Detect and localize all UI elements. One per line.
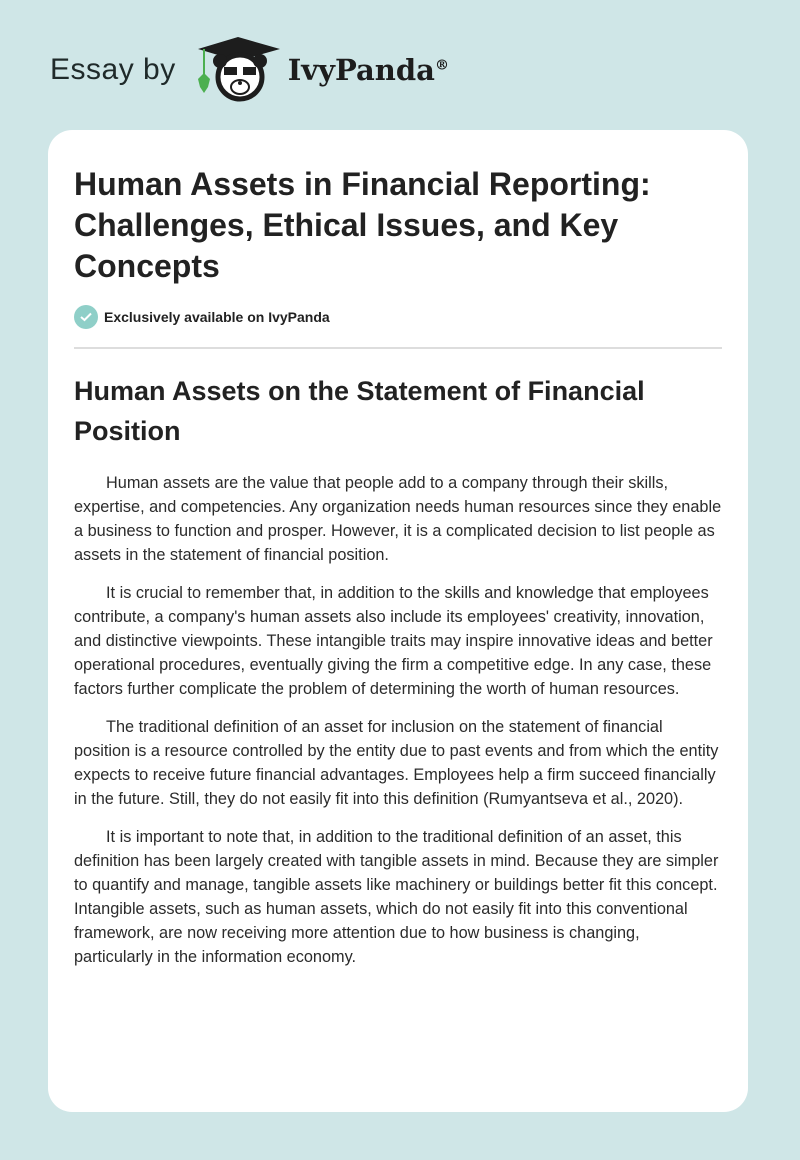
site-header	[50, 30, 449, 110]
divider	[74, 347, 722, 349]
page-title: Human Assets in Financial Reporting: Challenges, Ethical Issues, and Key Concepts	[74, 166, 651, 284]
essay-card	[48, 130, 748, 1112]
panda-logo-icon[interactable]	[196, 33, 280, 108]
section-title: Human Assets on the Statement of Financial Position	[74, 376, 645, 446]
paragraph: Human assets are the value that people add to a company through their skills, expertise, and competencies. Any organization needs human resources since they enable a business to function and prosper. However, it is a complicated decision to list people as assets in the statement of financial position.	[74, 474, 722, 564]
exclusive-badge	[74, 305, 722, 329]
essay-by-label: Essay by	[50, 53, 176, 86]
paragraph: It is crucial to remember that, in addition to the skills and knowledge that employees contribute, a company's human assets also include its employees' creativity, innovation, and distinctive viewpoints. These intangible traits may inspire innovative ideas and better operational procedures, eventually giving the firm a competitive edge. In any case, these factors further complicate the problem of determining the worth of human resources.	[74, 584, 713, 698]
registered-mark: ®	[434, 57, 449, 74]
brand-text: IvyPanda	[287, 53, 435, 87]
exclusive-label: Exclusively available on IvyPanda	[104, 309, 330, 325]
paragraph: It is important to note that, in addition to the traditional definition of an asset, this definition has been largely created with tangible assets in mind. Because they are simpler to quantify and manage, tangible assets like machinery or buildings better fit this concept. Intangible assets, such as human assets, which do not easily fit into this conventional framework, are now receiving more attention due to how business is changing, particularly in the information economy.	[74, 828, 719, 966]
paragraph: The traditional definition of an asset for inclusion on the statement of financial position is a resource controlled by the entity due to past events and from which the entity expects to receive future financial advantages. Employees help a firm succeed financially in the future. Still, they do not easily fit into this definition (Rumyantseva et al., 2020).	[74, 718, 719, 808]
check-icon	[74, 305, 98, 329]
brand-name[interactable]	[288, 53, 449, 87]
